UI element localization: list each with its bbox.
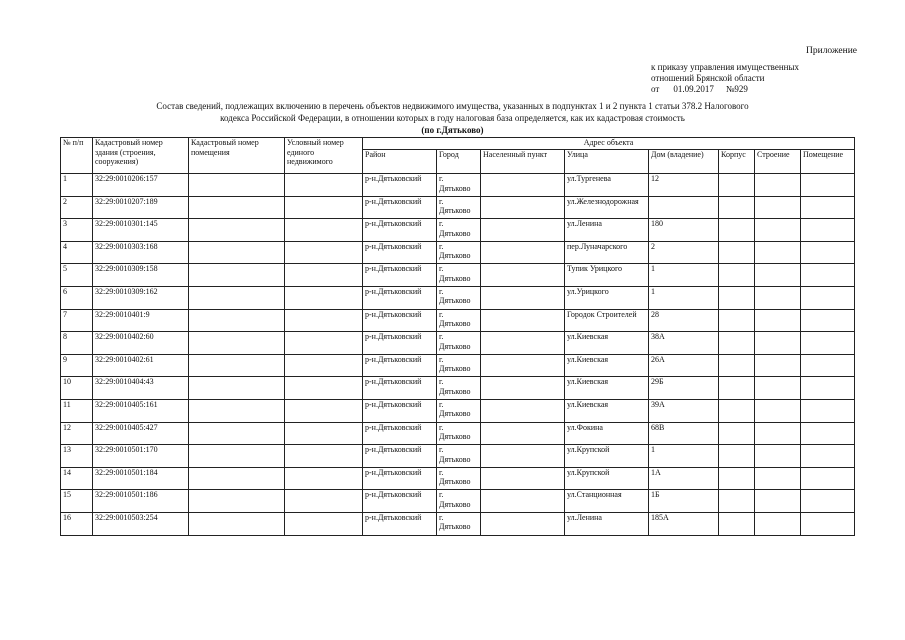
cell-korpus [719, 332, 755, 355]
cell-cad-building: 32:29:0010501:186 [93, 490, 189, 513]
cell-korpus [719, 354, 755, 377]
cell-num: 4 [61, 241, 93, 264]
cell-city: г. Дятьково [437, 490, 481, 513]
table-row [61, 332, 855, 355]
order-line-2: отношений Брянской области [651, 73, 765, 83]
cell-premises [801, 309, 855, 332]
cell-korpus [719, 467, 755, 490]
cell-house: 12 [649, 174, 719, 197]
cell-cad-building: 32:29:0010303:168 [93, 241, 189, 264]
table-row [61, 399, 855, 422]
property-table [60, 137, 855, 536]
cell-cad-premises [189, 377, 285, 400]
order-date-line [651, 84, 799, 95]
cell-street: ул.Киевская [565, 377, 649, 400]
cell-premises [801, 422, 855, 445]
cell-cad-premises [189, 286, 285, 309]
cell-cond-number [285, 286, 363, 309]
cell-building [755, 399, 801, 422]
cell-building [755, 241, 801, 264]
cell-settlement [481, 354, 565, 377]
cell-house: 29Б [649, 377, 719, 400]
cell-premises [801, 264, 855, 287]
header-premises: Помещение [801, 150, 855, 174]
header-num: № п/п [61, 138, 93, 174]
cell-cad-premises [189, 490, 285, 513]
cell-cad-building: 32:29:0010309:158 [93, 264, 189, 287]
order-line-1: к приказу управления имущественных [651, 62, 800, 72]
cell-cad-premises [189, 174, 285, 197]
cell-street: ул.Крупской [565, 445, 649, 468]
cell-house: 180 [649, 219, 719, 242]
cell-korpus [719, 422, 755, 445]
cell-settlement [481, 332, 565, 355]
cell-korpus [719, 196, 755, 219]
table-row [61, 241, 855, 264]
header-korpus: Корпус [719, 150, 755, 174]
cell-korpus [719, 445, 755, 468]
cell-cad-building: 32:29:0010402:60 [93, 332, 189, 355]
cell-street: пер.Луначарского [565, 241, 649, 264]
cell-street: ул.Ленина [565, 219, 649, 242]
cell-settlement [481, 467, 565, 490]
cell-street: ул.Киевская [565, 354, 649, 377]
table-row [61, 490, 855, 513]
cell-korpus [719, 241, 755, 264]
cell-cond-number [285, 219, 363, 242]
cell-korpus [719, 512, 755, 535]
order-reference [651, 62, 799, 95]
cell-settlement [481, 377, 565, 400]
cell-num: 9 [61, 354, 93, 377]
cell-korpus [719, 377, 755, 400]
cell-district: р-н.Дятьковский [363, 490, 437, 513]
table-row [61, 174, 855, 197]
table-row [61, 445, 855, 468]
cell-cad-premises [189, 196, 285, 219]
cell-building [755, 196, 801, 219]
cell-cond-number [285, 445, 363, 468]
cell-district: р-н.Дятьковский [363, 354, 437, 377]
cell-cad-building: 32:29:0010207:189 [93, 196, 189, 219]
cell-num: 5 [61, 264, 93, 287]
cell-cad-premises [189, 219, 285, 242]
header-cad-building: Кадастровый номер здания (строения, сооружения) [93, 138, 189, 174]
cell-district: р-н.Дятьковский [363, 422, 437, 445]
cell-district: р-н.Дятьковский [363, 196, 437, 219]
cell-num: 12 [61, 422, 93, 445]
cell-korpus [719, 174, 755, 197]
title-line-3: (по г.Дятьково) [421, 125, 484, 135]
cell-num: 2 [61, 196, 93, 219]
cell-district: р-н.Дятьковский [363, 467, 437, 490]
cell-street: ул.Крупской [565, 467, 649, 490]
cell-premises [801, 241, 855, 264]
cell-cond-number [285, 174, 363, 197]
cell-street: ул.Фокина [565, 422, 649, 445]
cell-house: 1 [649, 264, 719, 287]
cell-street: ул.Станционная [565, 490, 649, 513]
cell-house: 26А [649, 354, 719, 377]
cell-num: 10 [61, 377, 93, 400]
cell-city: г. Дятьково [437, 286, 481, 309]
cell-cad-building: 32:29:0010206:157 [93, 174, 189, 197]
header-house: Дом (владение) [649, 150, 719, 174]
header-cad-premises: Кадастровый номер помещения [189, 138, 285, 174]
cell-city: г. Дятьково [437, 219, 481, 242]
table-row [61, 512, 855, 535]
cell-city: г. Дятьково [437, 332, 481, 355]
document-title [0, 100, 905, 136]
cell-settlement [481, 445, 565, 468]
cell-district: р-н.Дятьковский [363, 445, 437, 468]
cell-street: Тупик Урицкого [565, 264, 649, 287]
header-district: Район [363, 150, 437, 174]
cell-korpus [719, 490, 755, 513]
order-from: от [651, 84, 660, 94]
cell-settlement [481, 174, 565, 197]
cell-cond-number [285, 241, 363, 264]
cell-settlement [481, 399, 565, 422]
cell-cad-premises [189, 445, 285, 468]
cell-settlement [481, 512, 565, 535]
table-row [61, 196, 855, 219]
header-building: Строение [755, 150, 801, 174]
cell-num: 3 [61, 219, 93, 242]
table-row [61, 467, 855, 490]
cell-building [755, 264, 801, 287]
cell-house: 38А [649, 332, 719, 355]
order-number: №929 [725, 84, 748, 94]
cell-settlement [481, 309, 565, 332]
cell-cad-building: 32:29:0010309:162 [93, 286, 189, 309]
cell-premises [801, 467, 855, 490]
cell-building [755, 309, 801, 332]
cell-settlement [481, 286, 565, 309]
cell-num: 7 [61, 309, 93, 332]
cell-settlement [481, 264, 565, 287]
cell-city: г. Дятьково [437, 445, 481, 468]
cell-building [755, 467, 801, 490]
cell-premises [801, 219, 855, 242]
cell-city: г. Дятьково [437, 399, 481, 422]
cell-city: г. Дятьково [437, 354, 481, 377]
cell-house: 2 [649, 241, 719, 264]
cell-street: ул.Ленина [565, 512, 649, 535]
cell-building [755, 332, 801, 355]
cell-cad-premises [189, 467, 285, 490]
cell-cond-number [285, 512, 363, 535]
cell-district: р-н.Дятьковский [363, 174, 437, 197]
cell-house: 39А [649, 399, 719, 422]
cell-cond-number [285, 196, 363, 219]
cell-num: 16 [61, 512, 93, 535]
cell-district: р-н.Дятьковский [363, 399, 437, 422]
cell-building [755, 490, 801, 513]
cell-building [755, 377, 801, 400]
cell-premises [801, 445, 855, 468]
cell-district: р-н.Дятьковский [363, 309, 437, 332]
cell-cad-premises [189, 354, 285, 377]
cell-settlement [481, 490, 565, 513]
cell-house: 1 [649, 286, 719, 309]
cell-city: г. Дятьково [437, 264, 481, 287]
cell-settlement [481, 241, 565, 264]
cell-cad-building: 32:29:0010404:43 [93, 377, 189, 400]
cell-cond-number [285, 467, 363, 490]
cell-premises [801, 174, 855, 197]
cell-premises [801, 354, 855, 377]
cell-cond-number [285, 309, 363, 332]
cell-cond-number [285, 399, 363, 422]
cell-settlement [481, 196, 565, 219]
cell-settlement [481, 422, 565, 445]
cell-city: г. Дятьково [437, 309, 481, 332]
cell-cad-premises [189, 264, 285, 287]
cell-district: р-н.Дятьковский [363, 241, 437, 264]
header-street: Улица [565, 150, 649, 174]
cell-building [755, 286, 801, 309]
cell-district: р-н.Дятьковский [363, 286, 437, 309]
cell-premises [801, 512, 855, 535]
cell-house [649, 196, 719, 219]
cell-num: 14 [61, 467, 93, 490]
cell-num: 1 [61, 174, 93, 197]
cell-num: 13 [61, 445, 93, 468]
cell-num: 8 [61, 332, 93, 355]
cell-cad-premises [189, 512, 285, 535]
cell-district: р-н.Дятьковский [363, 264, 437, 287]
cell-city: г. Дятьково [437, 196, 481, 219]
cell-korpus [719, 399, 755, 422]
cell-korpus [719, 219, 755, 242]
cell-building [755, 512, 801, 535]
cell-building [755, 422, 801, 445]
cell-cad-premises [189, 422, 285, 445]
table-row [61, 354, 855, 377]
cell-cad-premises [189, 399, 285, 422]
cell-cond-number [285, 422, 363, 445]
cell-district: р-н.Дятьковский [363, 512, 437, 535]
cell-cad-building: 32:29:0010405:427 [93, 422, 189, 445]
cell-cond-number [285, 490, 363, 513]
cell-street: ул.Киевская [565, 399, 649, 422]
cell-premises [801, 399, 855, 422]
header-city: Город [437, 150, 481, 174]
cell-street: Городок Строителей [565, 309, 649, 332]
cell-building [755, 445, 801, 468]
cell-building [755, 354, 801, 377]
cell-street: ул.Железнодорожная [565, 196, 649, 219]
cell-cad-premises [189, 332, 285, 355]
cell-korpus [719, 309, 755, 332]
table-row [61, 309, 855, 332]
header-settlement: Населенный пункт [481, 150, 565, 174]
cell-cad-building: 32:29:0010501:170 [93, 445, 189, 468]
cell-street: ул.Киевская [565, 332, 649, 355]
cell-house: 68В [649, 422, 719, 445]
table-row [61, 264, 855, 287]
cell-district: р-н.Дятьковский [363, 219, 437, 242]
cell-cond-number [285, 377, 363, 400]
cell-korpus [719, 286, 755, 309]
cell-num: 6 [61, 286, 93, 309]
cell-premises [801, 196, 855, 219]
cell-street: ул.Тургенева [565, 174, 649, 197]
cell-cad-building: 32:29:0010501:184 [93, 467, 189, 490]
table-row [61, 286, 855, 309]
title-line-1: Состав сведений, подлежащих включению в перечень объектов недвижимого имущества, указанных в подпунктах 1 и 2 пункта 1 статьи 378.2 Налогового [156, 101, 749, 111]
cell-house: 1 [649, 445, 719, 468]
cell-house: 185А [649, 512, 719, 535]
appendix-label: Приложение [806, 46, 857, 56]
cell-premises [801, 377, 855, 400]
cell-premises [801, 490, 855, 513]
header-address: Адрес объекта [363, 138, 855, 150]
cell-korpus [719, 264, 755, 287]
cell-district: р-н.Дятьковский [363, 332, 437, 355]
cell-premises [801, 286, 855, 309]
table-row [61, 219, 855, 242]
cell-num: 11 [61, 399, 93, 422]
cell-building [755, 219, 801, 242]
cell-city: г. Дятьково [437, 174, 481, 197]
cell-cad-building: 32:29:0010402:61 [93, 354, 189, 377]
header-cond-number: Условный номер единого недвижимого [285, 138, 363, 174]
cell-house: 1Б [649, 490, 719, 513]
cell-house: 28 [649, 309, 719, 332]
order-date: 01.09.2017 [673, 84, 714, 94]
table-row [61, 377, 855, 400]
cell-city: г. Дятьково [437, 467, 481, 490]
cell-cond-number [285, 264, 363, 287]
cell-house: 1А [649, 467, 719, 490]
cell-premises [801, 332, 855, 355]
cell-district: р-н.Дятьковский [363, 377, 437, 400]
table-row [61, 422, 855, 445]
cell-cad-building: 32:29:0010503:254 [93, 512, 189, 535]
cell-city: г. Дятьково [437, 512, 481, 535]
cell-city: г. Дятьково [437, 241, 481, 264]
cell-street: ул.Урицкого [565, 286, 649, 309]
cell-cond-number [285, 332, 363, 355]
cell-city: г. Дятьково [437, 422, 481, 445]
cell-cad-building: 32:29:0010405:161 [93, 399, 189, 422]
cell-settlement [481, 219, 565, 242]
cell-num: 15 [61, 490, 93, 513]
cell-cad-building: 32:29:0010401:9 [93, 309, 189, 332]
title-line-2: кодекса Российской Федерации, в отношении которых в году налоговая база определяется, как их кадастровая стоимость [220, 113, 685, 123]
cell-cad-building: 32:29:0010301:145 [93, 219, 189, 242]
cell-cond-number [285, 354, 363, 377]
cell-city: г. Дятьково [437, 377, 481, 400]
cell-building [755, 174, 801, 197]
cell-cad-premises [189, 241, 285, 264]
cell-cad-premises [189, 309, 285, 332]
